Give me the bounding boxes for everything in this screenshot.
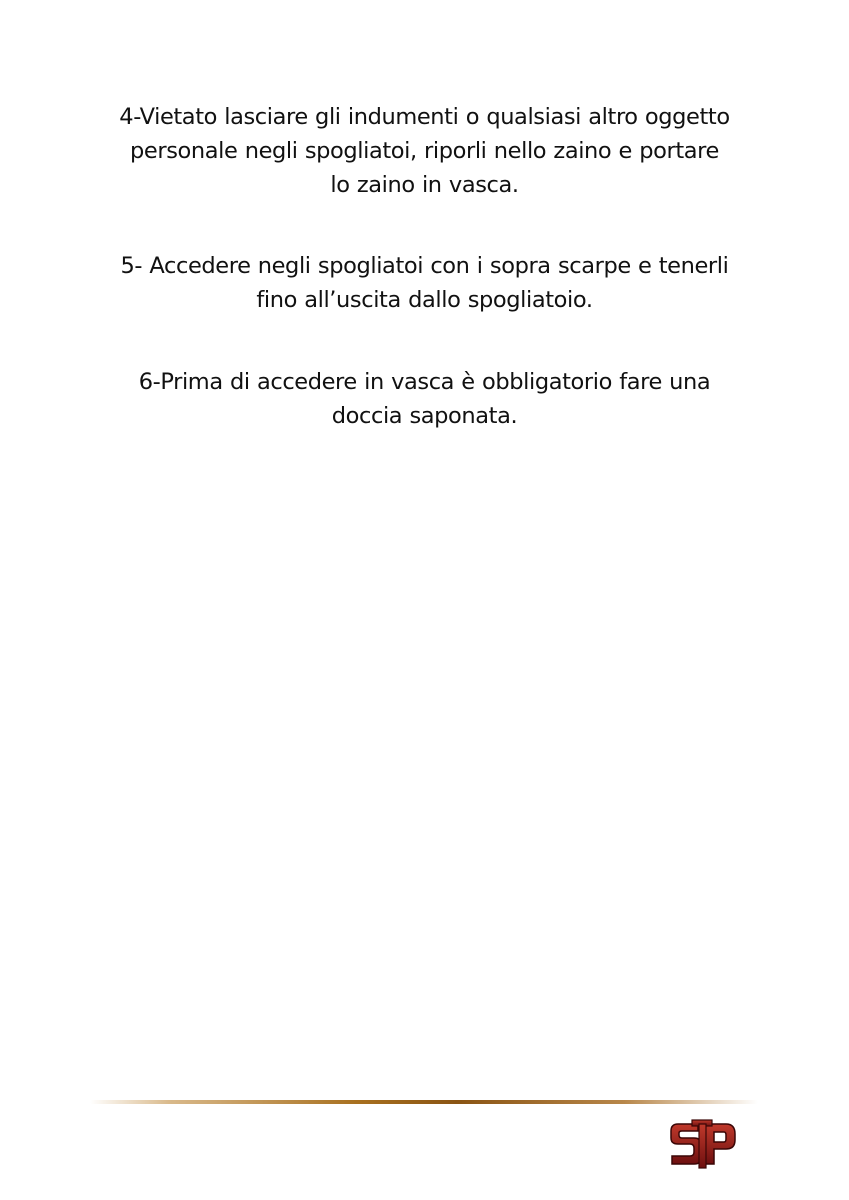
rule-4 xyxy=(75,100,775,202)
logo-letter-s xyxy=(671,1124,702,1164)
rules-list xyxy=(0,100,849,433)
rule-6 xyxy=(75,365,775,433)
rule-6-line-1: 6-Prima di accedere in vasca è obbligatorio fare una xyxy=(138,369,711,395)
logo-letter-p xyxy=(704,1124,735,1164)
rule-4-line-1: 4-Vietato lasciare gli indumenti o qualsiasi altro oggetto xyxy=(119,104,730,130)
rule-4-line-3: lo zaino in vasca. xyxy=(330,172,519,198)
rule-5 xyxy=(75,249,775,317)
club-logo xyxy=(668,1118,738,1170)
footer-divider xyxy=(90,1100,758,1104)
rule-5-line-1: 5- Accedere negli spogliatoi con i sopra scarpe e tenerli xyxy=(120,253,729,279)
rule-6-line-2: doccia saponata. xyxy=(331,403,518,429)
rule-4-line-2: personale negli spogliatoi, riporli nello zaino e portare xyxy=(130,138,719,164)
logo-stem xyxy=(699,1124,706,1168)
rule-5-line-2: fino all’uscita dallo spogliatoio. xyxy=(256,287,593,313)
